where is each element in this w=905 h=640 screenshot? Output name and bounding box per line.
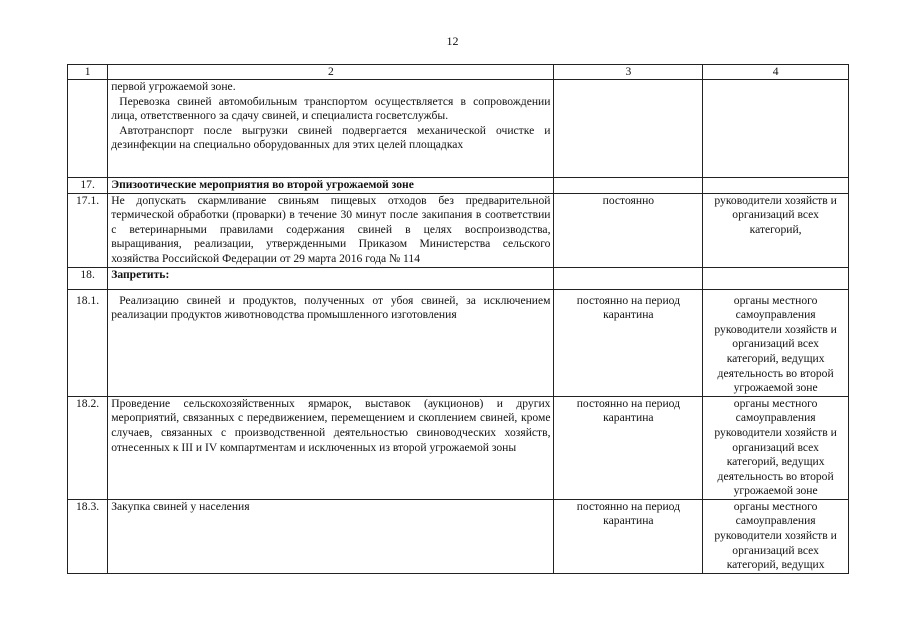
row-number-cell: 18.3. [68,499,108,573]
measures-table [67,64,849,574]
section-heading-cell: Запретить: [108,267,554,289]
measure-text-cell: Закупка свиней у населения [108,499,554,573]
table-row-continuation [68,80,849,178]
term-cell: постоянно на период карантина [554,396,703,499]
term-cell [554,80,703,178]
header-cell-4: 4 [703,65,849,80]
responsible-cell [703,80,849,178]
responsible-cell: органы местного самоуправления руководители хозяйств и организаций всех категорий, ведущих [703,499,849,573]
responsible-cell: органы местного самоуправления руководители хозяйств и организаций всех категорий, ведущих деятельность во второй угрожаемой зоне [703,396,849,499]
responsible-cell: органы местного самоуправления руководители хозяйств и организаций всех категорий, ведущих деятельность во второй угрожаемой зоне [703,289,849,396]
header-cell-3: 3 [554,65,703,80]
table-row-18-2 [68,396,849,499]
row-number-cell: 18.1. [68,289,108,396]
row-number-cell: 18. [68,267,108,289]
responsible-cell [703,178,849,194]
table-row-18-1 [68,289,849,396]
responsible-cell: руководители хозяйств и организаций всех категорий, [703,193,849,267]
table-header-row [68,65,849,80]
page-number: 12 [446,34,459,48]
term-cell: постоянно на период карантина [554,499,703,573]
table-row-17 [68,178,849,194]
term-cell: постоянно на период карантина [554,289,703,396]
table-row-18 [68,267,849,289]
continuation-line-1: первой угрожаемой зоне. [111,80,236,93]
measure-text-cell [108,80,554,178]
table-row-18-3 [68,499,849,573]
measure-text-cell: Реализацию свиней и продуктов, полученных от убоя свиней, за исключением реализации продуктов животноводства промышленного изготовления [108,289,554,396]
measure-text-cell: Не допускать скармливание свиньям пищевых отходов без предварительной термической обработки (проварки) в течение 30 минут после закипания в соответствии с ветеринарными правилами содержания свиней в целях воспроизводства, выращивания, реализации, утвержденными Приказом Министерства сельского хозяйства Российской Федерации от 29 марта 2016 года № 114 [108,193,554,267]
header-cell-1: 1 [68,65,108,80]
term-cell: постоянно [554,193,703,267]
row-number-cell: 17. [68,178,108,194]
responsible-cell [703,267,849,289]
continuation-paragraph-transport: Перевозка свиней автомобильным транспортом осуществляется в сопровождении лица, ответственного за сдачу свиней, и специалиста госветслужбы. [111,94,551,123]
row-number-cell: 18.2. [68,396,108,499]
term-cell [554,267,703,289]
measure-text-cell: Проведение сельскохозяйственных ярмарок, выставок (аукционов) и других мероприятий, связанных с передвижением, перемещением и скоплением свиней, кроме случаев, связанных с производственной деятельностью свиноводческих хозяйств, отнесенных к III и IV компартментам и исключенных из второй угрожаемой зоны [108,396,554,499]
table-row-17-1 [68,193,849,267]
term-cell [554,178,703,194]
row-number-cell [68,80,108,178]
header-cell-2: 2 [108,65,554,80]
section-heading-cell: Эпизоотические мероприятия во второй угрожаемой зоне [108,178,554,194]
continuation-paragraph-disinfection: Автотранспорт после выгрузки свиней подвергается механической очистке и дезинфекции на специально оборудованных для этих целей площадках [111,123,551,152]
row-number-cell: 17.1. [68,193,108,267]
